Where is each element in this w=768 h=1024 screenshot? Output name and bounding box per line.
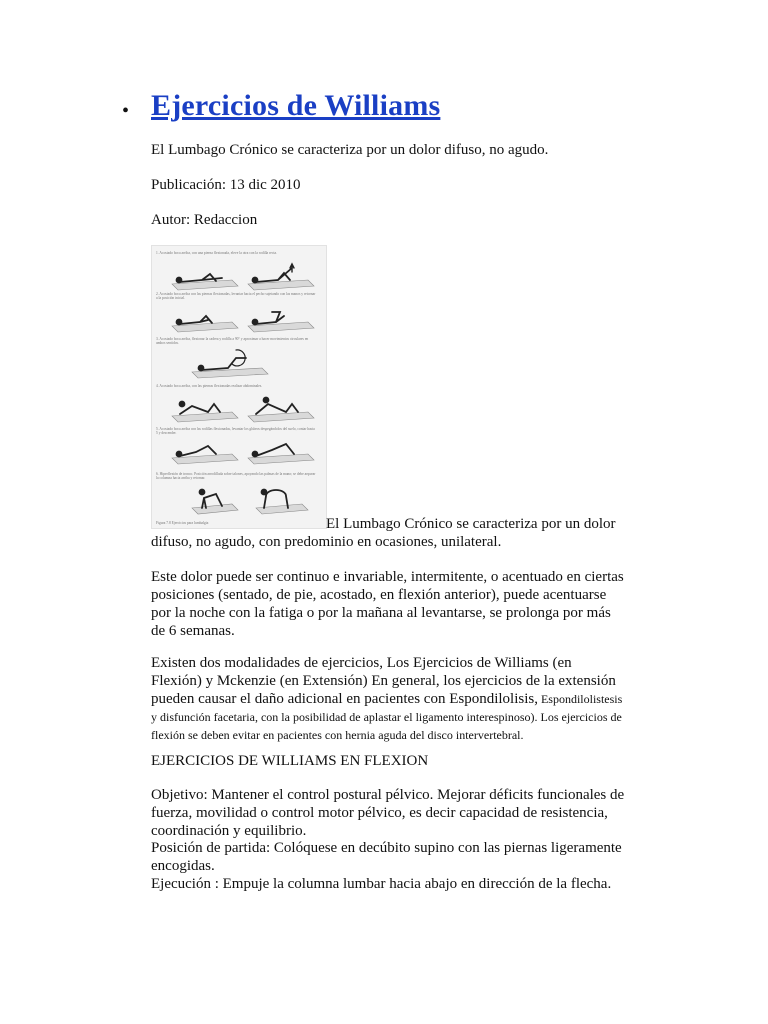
paragraph-lumbago: El Lumbago Crónico se caracteriza por un dolor difuso, no agudo, con predominio en ocasiones, unilateral. xyxy=(151,516,616,550)
paragraph-ejecucion: Ejecución : Empuje la columna lumbar hacia abajo en dirección de la flecha. xyxy=(151,876,612,892)
figure-step-text: 6. Hiperflexión de tronco. Posición arrodillada sobre talones, apoyando las palmas de la mano; se debe arquear la columna hacia arriba y retornar. xyxy=(156,472,316,481)
paragraph-dolor: Este dolor puede ser continuo e invariable, intermitente, o acentuado en ciertas posiciones (sentado, de pie, acostado, en flexión anterior), puede acentuarse por la noche con la fatiga o por la mañana al levantarse, se prolonga por más de 6 semanas. xyxy=(151,569,624,639)
figure-step-text: 5. Acostado boca arriba con las rodillas flexionadas, levantar los glúteos despegándolos del suelo, contar hasta 5 y descender. xyxy=(156,427,315,436)
exercises-illustration xyxy=(151,245,327,529)
paragraph-posicion: Posición de partida: Colóquese en decúbito supino con las piernas ligeramente encogidas. xyxy=(151,840,622,874)
section-heading: EJERCICIOS DE WILLIAMS EN FLEXION xyxy=(151,753,429,769)
figure-step-text: 2. Acostado boca arriba con las piernas flexionadas, levantar hacia el pecho sujetando con las manos y retornar a la posición inicial. xyxy=(156,292,316,301)
exercise-figures-drawing xyxy=(152,246,326,528)
figure-step-text: 3. Acostado boca arriba, flexionar la cadera y rodilla a 90° y aproximar a hacer movimientos circulares en ambos sentidos. xyxy=(156,337,309,346)
paragraph-modalidades xyxy=(151,654,626,744)
paragraph-modalidades-main: Existen dos modalidades de ejercicios, Los Ejercicios de Williams (en Flexión) y Mckenzie (en Extensión) En general, los ejercicios de la extensión pueden causar el daño adicional en pacientes con Espondilolisis, xyxy=(151,655,616,707)
figure-caption: Figura 7.8 Ejercicios para lumbalgia xyxy=(156,521,209,525)
figure-step-text: 1. Acostado boca arriba, con una pierna flexionada, eleve la otra con la rodilla recta. xyxy=(156,251,277,255)
intro-text: El Lumbago Crónico se caracteriza por un dolor difuso, no agudo. xyxy=(151,142,549,158)
author: Autor: Redaccion xyxy=(151,212,258,228)
paragraph-objetivo: Objetivo: Mantener el control postural pélvico. Mejorar déficits funcionales de fuerza, movilidad o control motor pélvico, es decir capacidad de resistencia, coordinación y equilibrio. xyxy=(151,787,625,839)
figure-step-text: 4. Acostado boca arriba, con las piernas flexionadas realizar abdominales. xyxy=(156,384,263,388)
publication-date: Publicación: 13 dic 2010 xyxy=(151,177,301,193)
paragraph-modalidades-small: Espondilolistesis y disfunción facetaria, con la posibilidad de aplastar el ligamento interespinoso). Los ejercicios de flexión se deben evitar en pacientes con hernia aguda del disco intervertebral. xyxy=(151,692,623,742)
page-title-link[interactable]: Ejercicios de Williams xyxy=(151,89,441,122)
list-bullet: • xyxy=(122,100,130,122)
